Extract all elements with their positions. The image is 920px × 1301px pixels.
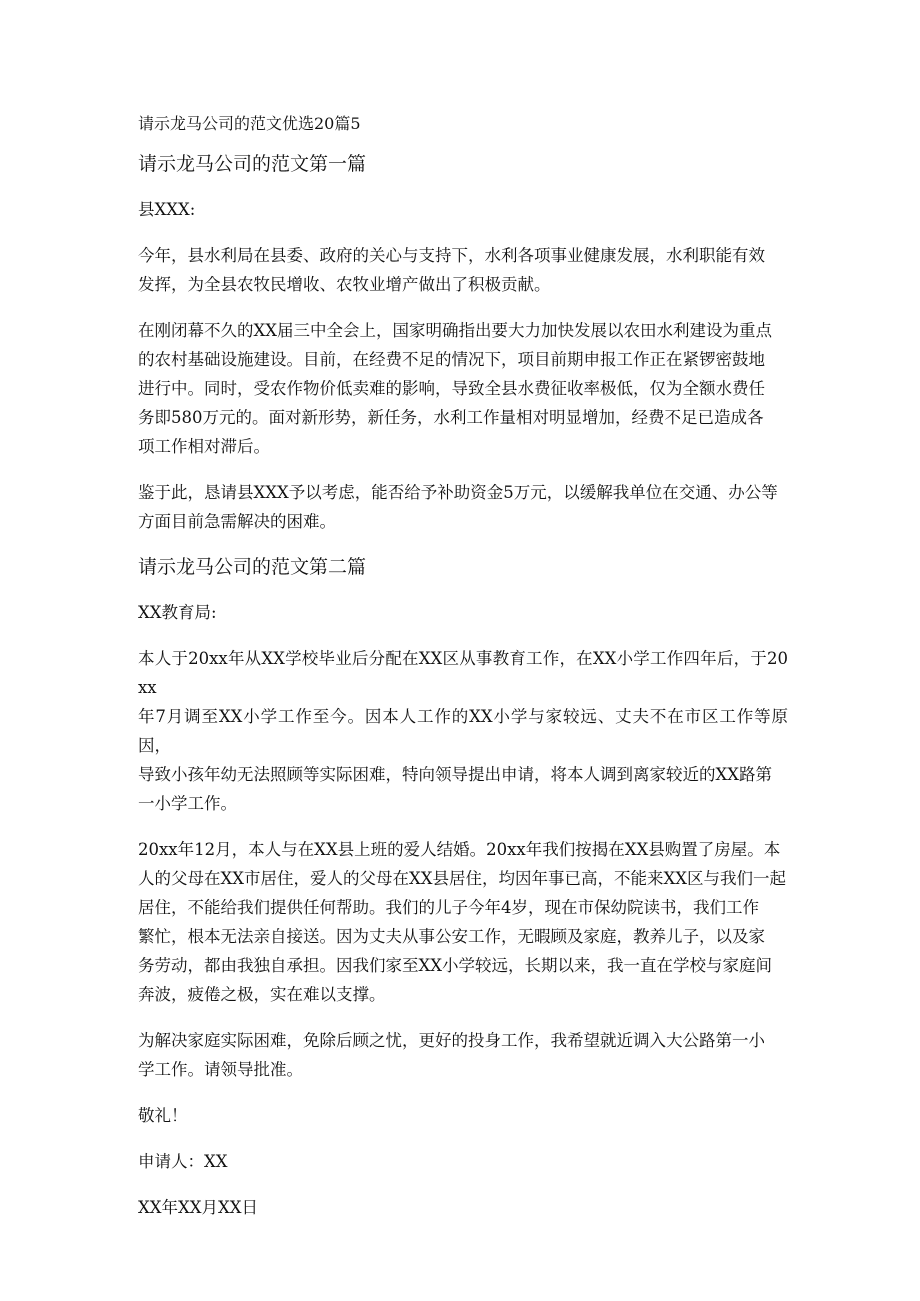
- letter-date: XX年XX月XX日: [138, 1198, 258, 1217]
- document-title: 请示龙马公司的范文优选20篇5: [138, 114, 361, 133]
- salutation-2: XX教育局:: [138, 603, 217, 622]
- text-line: 项工作相对滞后。: [138, 437, 270, 456]
- section-heading-2: 请示龙马公司的范文第二篇: [138, 556, 367, 578]
- text-line: 一小学工作。: [138, 794, 237, 813]
- text-line: 务即580万元的。面对新形势，新任务，水利工作量相对明显增加，经费不足已造成各: [138, 408, 764, 427]
- paragraph-2-3: [138, 1026, 788, 1084]
- text-line: 方面目前急需解决的困难。: [138, 512, 336, 531]
- paragraph-1-1: [138, 241, 788, 299]
- text-line: 居住，不能给我们提供任何帮助。我们的儿子今年4岁，现在市保幼院读书，我们工作: [138, 898, 759, 917]
- text-line: 导致小孩年幼无法照顾等实际困难，特向领导提出申请，将本人调到离家较近的XX路第: [138, 765, 772, 784]
- paragraph-2-1: [138, 644, 788, 818]
- text-line: 年7月调至XX小学工作至今。因本人工作的XX小学与家较远、丈夫不在市区工作等原因，: [138, 707, 788, 755]
- paragraph-1-2: [138, 316, 788, 461]
- text-line: 为解决家庭实际困难，免除后顾之忧，更好的投身工作，我希望就近调入大公路第一小: [138, 1031, 765, 1050]
- text-line: 发挥，为全县农牧民增收、农牧业增产做出了积极贡献。: [138, 275, 551, 294]
- section-heading-1: 请示龙马公司的范文第一篇: [138, 153, 367, 175]
- paragraph-2-2: [138, 835, 788, 1009]
- text-line: 人的父母在XX市居住，爱人的父母在XX县居住，均因年事已高，不能来XX区与我们一起: [138, 869, 786, 888]
- text-line: 鉴于此，恳请县XXX予以考虑，能否给予补助资金5万元，以缓解我单位在交通、办公等: [138, 483, 778, 502]
- paragraph-1-3: [138, 478, 788, 536]
- closing-greeting: 敬礼！: [138, 1106, 188, 1125]
- text-line: 务劳动，都由我独自承担。因我们家至XX小学较远，长期以来，我一直在学校与家庭间: [138, 956, 772, 975]
- text-line: 今年，县水利局在县委、政府的关心与支持下，水利各项事业健康发展，水利职能有效: [138, 246, 765, 265]
- text-line: 学工作。请领导批准。: [138, 1060, 303, 1079]
- text-line: 繁忙，根本无法亲自接送。因为丈夫从事公安工作，无暇顾及家庭，教养儿子，以及家: [138, 927, 765, 946]
- text-line: 20xx年12月，本人与在XX县上班的爱人结婚。20xx年我们按揭在XX县购置了房屋。本: [138, 840, 781, 859]
- text-line: 奔波，疲倦之极，实在难以支撑。: [138, 985, 386, 1004]
- text-line: 本人于20xx年从XX学校毕业后分配在XX区从事教育工作，在XX小学工作四年后，于20xx: [138, 649, 788, 697]
- salutation-1: 县XXX:: [138, 200, 196, 219]
- text-line: 在刚闭幕不久的XX届三中全会上，国家明确指出要大力加快发展以农田水利建设为重点: [138, 321, 772, 340]
- text-line: 进行中。同时，受农作物价低卖难的影响，导致全县水费征收率极低，仅为全额水费任: [138, 379, 765, 398]
- text-line: 的农村基础设施建设。目前，在经费不足的情况下，项目前期申报工作正在紧锣密鼓地: [138, 350, 765, 369]
- applicant-signature: 申请人：XX: [138, 1152, 228, 1171]
- document-page: [138, 112, 788, 1239]
